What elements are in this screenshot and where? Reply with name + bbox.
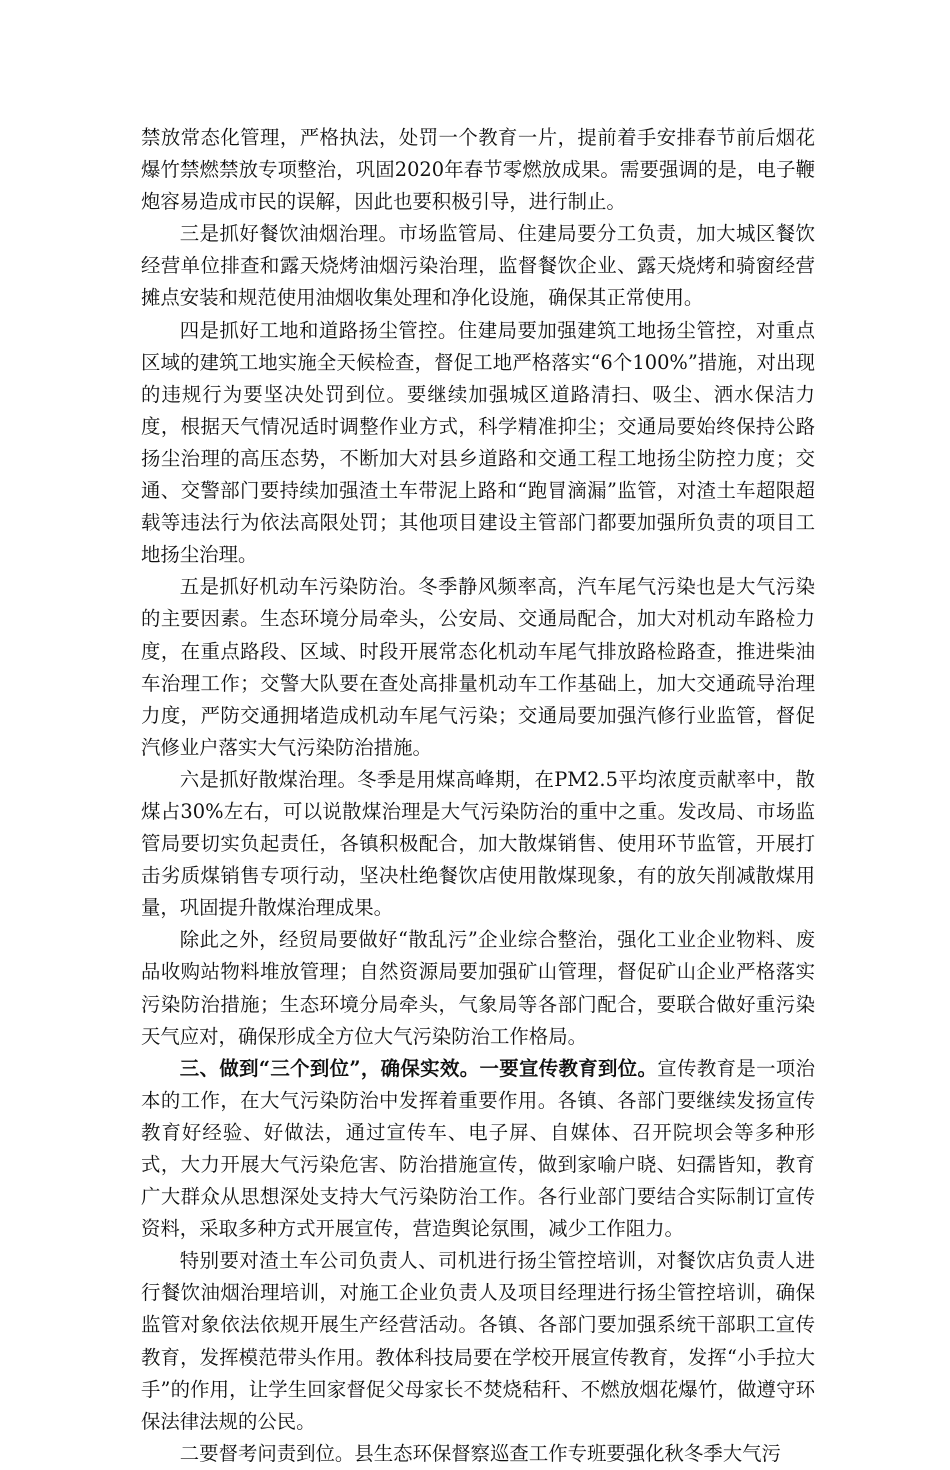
paragraph-vehicle-pollution: 五是抓好机动车污染防治。冬季静风频率高，汽车尾气污染也是大气污染的主要因素。生态环境分局牵头，公安局、交通局配合，加大对机动车路检力度，在重点路段、区域、时段开展常态化机动车尾气排放路检路查，推进柴油车治理工作；交警大队要在查处高排量机动车工作基础上，加大交通疏导治理力度，严防交通拥堵造成机动车尾气污染；交通局要加强汽修行业监管，督促汽修业户落实大气污染防治措施。 <box>141 575 815 759</box>
document-page <box>141 122 815 1470</box>
paragraph-dust-control: 四是抓好工地和道路扬尘管控。住建局要加强建筑工地扬尘管控，对重点区域的建筑工地实施全天候检查，督促工地严格落实“6个100%”措施，对出现的违规行为要坚决处罚到位。要继续加强城区道路清扫、吸尘、洒水保洁力度，根据天气情况适时调整作业方式，科学精准抑尘；交通局要始终保持公路扬尘治理的高压态势，不断加大对县乡道路和交通工程工地扬尘防控力度；交通、交警部门要持续加强渣土车带泥上路和“跑冒滴漏”监管，对渣土车超限超载等违法行为依法高限处罚；其他项目建设主管部门都要加强所负责的项目工地扬尘治理。 <box>141 318 815 567</box>
paragraph-coal-control: 六是抓好散煤治理。冬季是用煤高峰期，在PM2.5平均浓度贡献率中，散煤占30%左右，可以说散煤治理是大气污染防治的重中之重。发改局、市场监管局要切实负起责任，各镇积极配合，加大散煤销售、使用环节监管，开展打击劣质煤销售专项行动，坚决杜绝餐饮店使用散煤现象，有的放矢削减散煤用量，巩固提升散煤治理成果。 <box>141 767 815 920</box>
paragraph-section-three <box>141 1053 815 1246</box>
section-body: 宣传教育是一项治本的工作，在大气污染防治中发挥着重要作用。各镇、各部门要继续发扬宣传教育好经验、好做法，通过宣传车、电子屏、自媒体、召开院坝会等多种形式，大力开展大气污染危害、防治措施宣传，做到家喻户晓、妇孺皆知，教育广大群众从思想深处支持大气污染防治工作。各行业部门要结合实际制订宣传资料，采取多种方式开展宣传，营造舆论氛围，减少工作阻力。 <box>141 1056 815 1241</box>
section-heading: 三、做到“三个到位”，确保实效。一要宣传教育到位。 <box>179 1056 658 1080</box>
paragraph-training: 特别要对渣土车公司负责人、司机进行扬尘管控培训，对餐饮店负责人进行餐饮油烟治理培训，对施工企业负责人及项目经理进行扬尘管控培训，确保监管对象依法依规开展生产经营活动。各镇、各部门要加强系统干部职工宣传教育，发挥模范带头作用。教体科技局要在学校开展宣传教育，发挥“小手拉大手”的作用，让学生回家督促父母家长不焚烧秸秆、不燃放烟花爆竹，做遵守环保法律法规的公民。 <box>141 1249 815 1433</box>
paragraph-catering-fumes: 三是抓好餐饮油烟治理。市场监管局、住建局要分工负责，加大城区餐饮经营单位排查和露天烧烤油烟污染治理，监督餐饮企业、露天烧烤和骑窗经营摊点安装和规范使用油烟收集处理和净化设施，确保其正常使用。 <box>141 222 815 310</box>
paragraph-accountability: 二要督考问责到位。县生态环保督察巡查工作专班要强化秋冬季大气污 <box>179 1441 781 1465</box>
paragraph-continuation: 禁放常态化管理，严格执法，处罚一个教育一片，提前着手安排春节前后烟花爆竹禁燃禁放专项整治，巩固2020年春节零燃放成果。需要强调的是，电子鞭炮容易造成市民的误解，因此也要积极引导，进行制止。 <box>141 126 815 214</box>
paragraph-other-measures: 除此之外，经贸局要做好“散乱污”企业综合整治，强化工业企业物料、废品收购站物料堆放管理；自然资源局要加强矿山管理，督促矿山企业严格落实污染防治措施；生态环境分局牵头，气象局等各部门配合，要联合做好重污染天气应对，确保形成全方位大气污染防治工作格局。 <box>141 928 815 1048</box>
